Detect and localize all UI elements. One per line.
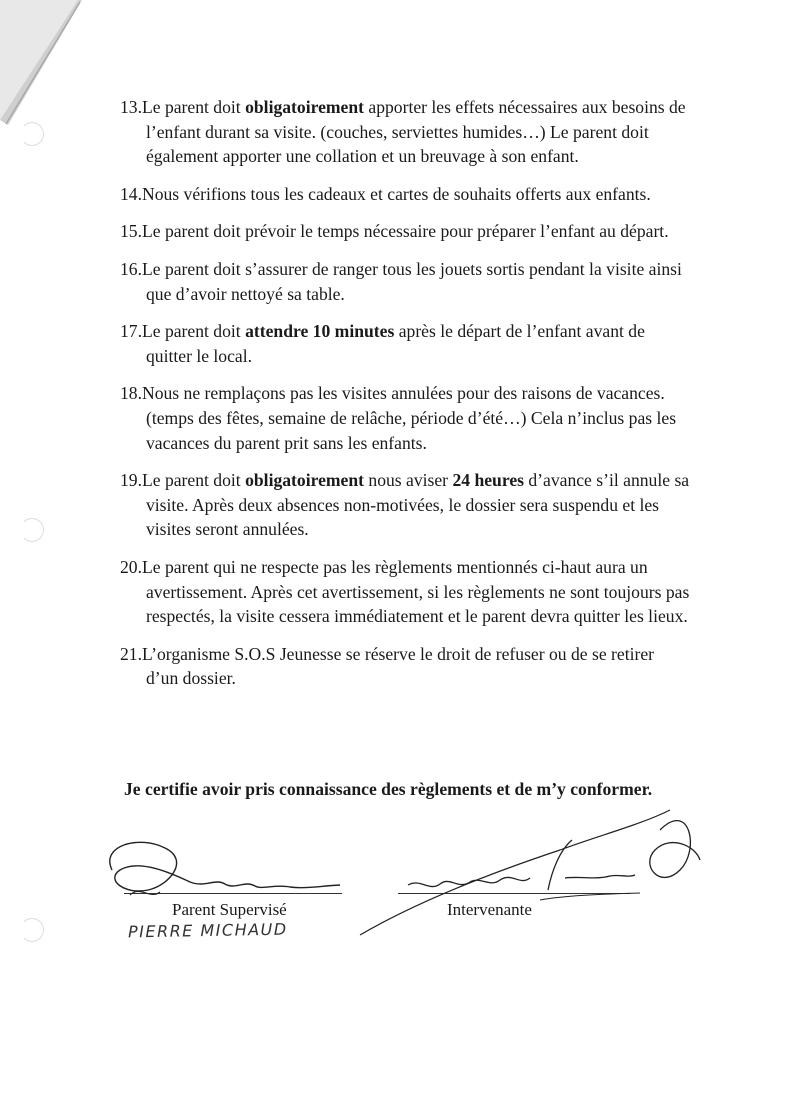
intervenant-signature-label: Intervenante: [447, 900, 532, 919]
rule-19: 19.Le parent doit obligatoirement nous aviser 24 heures d’avance s’il annule sa visite. Après deux absences non-motivées, le dossier sera suspendu et les visites seront annulées.: [120, 470, 690, 540]
parent-signature-label: Parent Supervisé: [172, 900, 287, 919]
rule-14: 14.Nous vérifions tous les cadeaux et cartes de souhaits offerts aux enfants.: [120, 183, 651, 204]
rule-18: 18.Nous ne remplaçons pas les visites annulées pour des raisons de vacances. (temps des fêtes, semaine de relâche, période d’été…) Cela n’inclus pas les vacances du parent prit sans les enfants.: [120, 383, 677, 453]
rule-20: 20.Le parent qui ne respecte pas les règlements mentionnés ci-haut aura un avertissement. Après cet avertissement, si les règlements ne sont toujours pas respectés, la visite cessera immédiatement et le parent devra quitter les lieux.: [120, 556, 690, 627]
parent-handwritten-name: PIERRE MICHAUD: [127, 919, 288, 942]
rule-17: 17.Le parent doit attendre 10 minutes après le départ de l’enfant avant de quitter le local.: [120, 321, 645, 366]
rule-16: 16.Le parent doit s’assurer de ranger tous les jouets sortis pendant la visite ainsi que d’avoir nettoyé sa table.: [120, 258, 682, 304]
certification-statement: Je certifie avoir pris connaissance des règlements et de m’y conformer.: [124, 779, 653, 799]
rule-21: 21.L’organisme S.O.S Jeunesse se réserve le droit de refuser ou de se retirer d’un dossier.: [120, 643, 655, 689]
rule-13: 13.Le parent doit obligatoirement apporter les effets nécessaires aux besoins de l’enfant durant sa visite. (couches, serviettes humides…) Le parent doit également apporter une collation et un breuvage à son enfant.: [120, 97, 686, 167]
rule-15: 15.Le parent doit prévoir le temps nécessaire pour préparer l’enfant au départ.: [120, 221, 669, 242]
